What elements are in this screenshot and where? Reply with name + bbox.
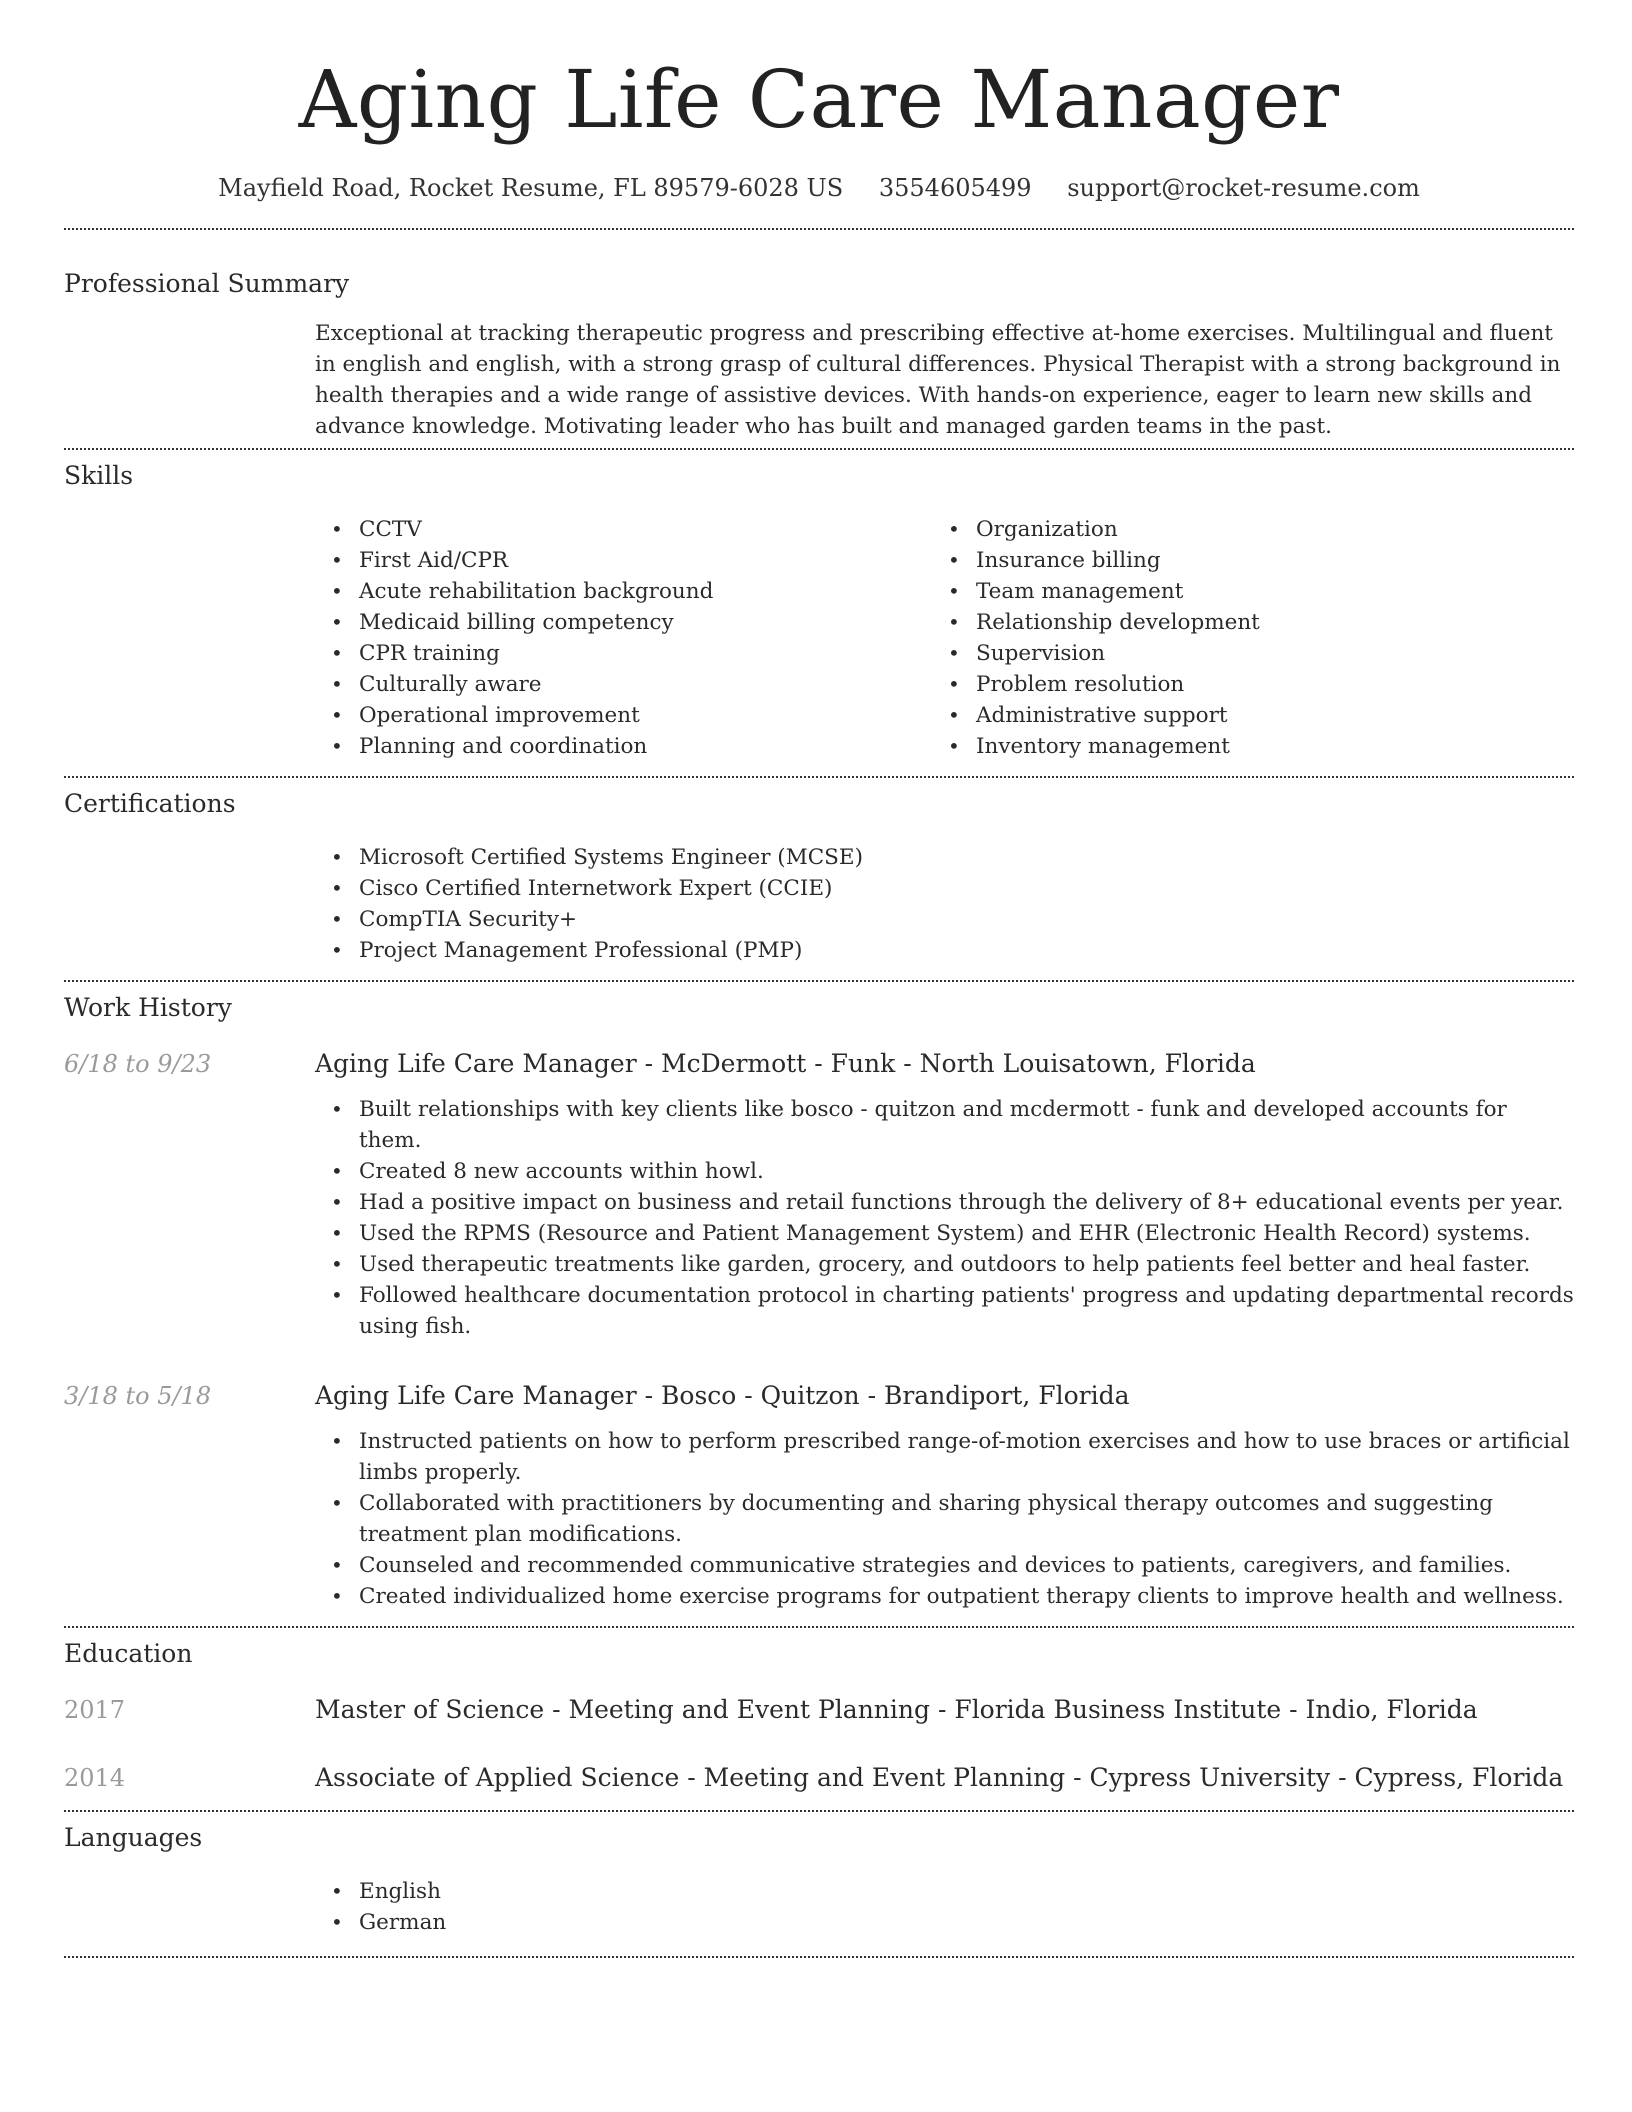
certifications-list <box>315 842 1574 966</box>
certifications-heading: Certifications <box>64 789 236 818</box>
job-title: Aging Life Care Manager - McDermott - Funk - North Louisatown, Florida <box>315 1049 1256 1078</box>
divider <box>64 1626 1574 1628</box>
job-bullet: • Instructed patients on how to perform prescribed range-of-motion exercises and how to use braces or artificial limbs properly. <box>315 1426 1574 1488</box>
skill-item: • Culturally aware <box>315 669 932 700</box>
job-bullet: • Collaborated with practitioners by documenting and sharing physical therapy outcomes and suggesting treatment plan modifications. <box>315 1488 1574 1550</box>
job-title: Aging Life Care Manager - Bosco - Quitzon - Brandiport, Florida <box>315 1381 1130 1410</box>
education-title: Master of Science - Meeting and Event Planning - Florida Business Institute - Indio, Florida <box>315 1695 1478 1724</box>
job-bullet: • Used the RPMS (Resource and Patient Management System) and EHR (Electronic Health Record) systems. <box>315 1218 1574 1249</box>
skill-item: • Problem resolution <box>932 669 1549 700</box>
certifications-section <box>64 788 1574 966</box>
job-bullet: • Had a positive impact on business and retail functions through the delivery of 8+ educational events per year. <box>315 1187 1574 1218</box>
contact-line <box>64 172 1574 204</box>
candidate-name: Aging Life Care Manager <box>298 53 1340 146</box>
skill-item: • Administrative support <box>932 700 1549 731</box>
certification-item: • CompTIA Security+ <box>315 904 1574 935</box>
job-bullet: • Followed healthcare documentation protocol in charting patients' progress and updating departmental records using fish. <box>315 1280 1574 1342</box>
job-bullet: • Created 8 new accounts within howl. <box>315 1156 1574 1187</box>
skill-item: • Organization <box>932 514 1549 545</box>
skills-grid <box>315 514 1574 762</box>
languages-list <box>315 1876 1574 1938</box>
job-date: 3/18 to 5/18 <box>64 1382 212 1410</box>
language-item: • German <box>315 1907 1574 1938</box>
certification-item: • Microsoft Certified Systems Engineer (MCSE) <box>315 842 1574 873</box>
education-date: 2014 <box>64 1764 126 1792</box>
skill-item: • Inventory management <box>932 731 1549 762</box>
skills-heading: Skills <box>64 461 134 490</box>
skill-item: • Acute rehabilitation background <box>315 576 932 607</box>
contact-email: support@rocket-resume.com <box>1067 174 1420 202</box>
education-section <box>64 1638 1574 1794</box>
education-title: Associate of Applied Science - Meeting and Event Planning - Cypress University - Cypress, Florida <box>315 1763 1564 1792</box>
summary-section <box>64 268 1574 442</box>
contact-address: Mayfield Road, Rocket Resume, FL 89579-6028 US <box>218 174 844 202</box>
skills-section <box>64 460 1574 762</box>
skill-item: • Operational improvement <box>315 700 932 731</box>
language-item: • English <box>315 1876 1574 1907</box>
divider <box>64 776 1574 778</box>
skill-item: • Medicaid billing competency <box>315 607 932 638</box>
job-bullet: • Created individualized home exercise programs for outpatient therapy clients to improve health and wellness. <box>315 1581 1574 1612</box>
divider <box>64 448 1574 450</box>
job-entry <box>64 1380 1574 1412</box>
skills-list-right <box>932 514 1549 762</box>
divider <box>64 228 1574 230</box>
resume-page <box>64 0 1574 1958</box>
education-entry <box>64 1694 1574 1726</box>
skill-item: • Planning and coordination <box>315 731 932 762</box>
skill-item: • Supervision <box>932 638 1549 669</box>
job-bullet: • Built relationships with key clients like bosco - quitzon and mcdermott - funk and developed accounts for them. <box>315 1094 1574 1156</box>
skill-item: • CCTV <box>315 514 932 545</box>
work-section <box>64 992 1574 1612</box>
divider <box>64 980 1574 982</box>
job-bullet: • Used therapeutic treatments like garden, grocery, and outdoors to help patients feel better and heal faster. <box>315 1249 1574 1280</box>
divider <box>64 1956 1574 1958</box>
languages-heading: Languages <box>64 1823 203 1852</box>
work-heading: Work History <box>64 993 232 1022</box>
education-heading: Education <box>64 1639 193 1668</box>
job-bullets <box>315 1426 1574 1612</box>
divider <box>64 1810 1574 1812</box>
job-entry <box>64 1048 1574 1080</box>
skill-item: • First Aid/CPR <box>315 545 932 576</box>
contact-phone: 3554605499 <box>878 174 1032 202</box>
skills-list-left <box>315 514 932 762</box>
skill-item: • CPR training <box>315 638 932 669</box>
skill-item: • Team management <box>932 576 1549 607</box>
job-bullets <box>315 1094 1574 1342</box>
languages-section <box>64 1822 1574 1938</box>
certification-item: • Project Management Professional (PMP) <box>315 935 1574 966</box>
summary-text: Exceptional at tracking therapeutic progress and prescribing effective at-home exercises. Multilingual and fluent in english and english, with a strong grasp of cultural differences. Physical Therapist with a strong background in health therapies and a wide range of assistive devices. With hands-on experience, eager to learn new skills and advance knowledge. Motivating leader who has built and managed garden teams in the past. <box>315 321 1561 439</box>
skill-item: • Insurance billing <box>932 545 1549 576</box>
summary-heading: Professional Summary <box>64 269 350 298</box>
job-bullet: • Counseled and recommended communicative strategies and devices to patients, caregivers, and families. <box>315 1550 1574 1581</box>
certification-item: • Cisco Certified Internetwork Expert (CCIE) <box>315 873 1574 904</box>
skill-item: • Relationship development <box>932 607 1549 638</box>
education-entry <box>64 1762 1574 1794</box>
education-date: 2017 <box>64 1696 126 1724</box>
job-date: 6/18 to 9/23 <box>64 1050 212 1078</box>
